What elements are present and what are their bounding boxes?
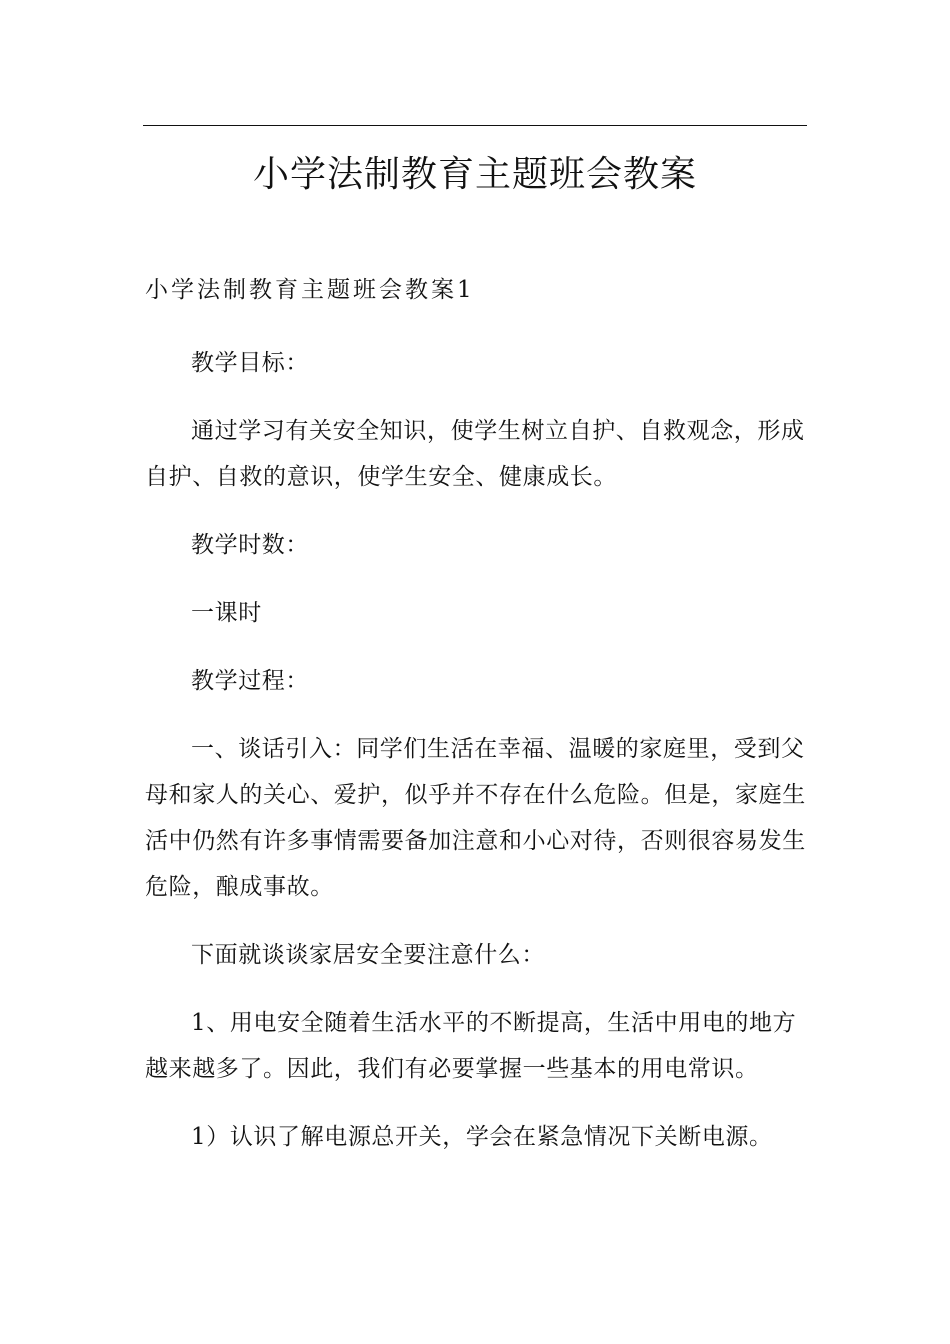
paragraph-electric-safety: 1、用电安全随着生活水平的不断提高，生活中用电的地方越来越多了。因此，我们有必要掌握一些基本的用电常识。 <box>145 1010 797 1082</box>
paragraph-power-switch: 1）认识了解电源总开关，学会在紧急情况下关断电源。 <box>191 1124 773 1150</box>
paragraph-teaching-goal-label: 教学目标： <box>191 350 309 376</box>
document-title: 小学法制教育主题班会教案 <box>252 154 697 195</box>
header-rule <box>143 125 807 126</box>
paragraph-introduction: 一、谈话引入：同学们生活在幸福、温暖的家庭里，受到父母和家人的关心、爱护，似乎并不存在什么危险。但是，家庭生活中仍然有许多事情需要备加注意和小心对待，否则很容易发生危险，酿成事故。 <box>145 736 806 900</box>
paragraph-process-label: 教学过程： <box>191 668 309 694</box>
paragraph-home-safety: 下面就谈谈家居安全要注意什么： <box>191 942 545 968</box>
paragraph-hours-label: 教学时数： <box>191 532 309 558</box>
section-heading: 小学法制教育主题班会教案1 <box>145 277 475 303</box>
paragraph-teaching-goal: 通过学习有关安全知识，使学生树立自护、自救观念，形成自护、自救的意识，使学生安全、健康成长。 <box>145 418 805 490</box>
document-body <box>145 340 807 1160</box>
paragraph-hours: 一课时 <box>191 600 262 626</box>
